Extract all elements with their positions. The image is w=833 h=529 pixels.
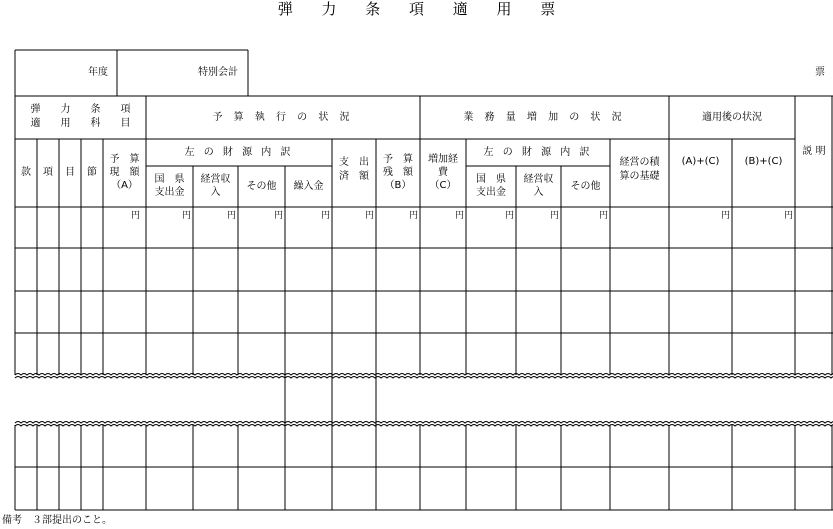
after-application-header: 適用後の状況 (702, 112, 762, 123)
col-business-income-2: 入 (210, 187, 221, 198)
col-budget-remaining-2: 残 額 (383, 167, 413, 178)
col-national-pref2-2: 支出金 (476, 187, 506, 198)
col-setsu: 節 (87, 167, 97, 178)
budget-execution-header: 予 算 執 行 の 状 況 (212, 112, 354, 123)
col-funding-breakdown-2: 左 の 財 源 内 訳 (483, 147, 593, 158)
col-carryover: 繰入金 (293, 181, 324, 192)
unit-yen: 円 (274, 211, 284, 221)
col-b-plus-c: (B)+(C) (744, 156, 783, 167)
footnote: 備考 ３部提出のこと。 (2, 515, 112, 526)
account-label: 特別会計 (198, 67, 238, 78)
col-increased-cost-1: 増加経 (428, 154, 458, 165)
col-national-pref-1: 国 県 (154, 174, 185, 185)
col-national-pref-2: 支出金 (154, 187, 185, 198)
unit-yen: 円 (131, 211, 141, 221)
unit-yen: 円 (599, 211, 609, 221)
col-other: その他 (246, 181, 277, 192)
col-funding-breakdown: 左 の 財 源 内 訳 (184, 147, 294, 158)
clause-subject-line1: 弾 力 条 項 (30, 104, 131, 115)
dept-label: 票 (815, 67, 825, 78)
col-increased-cost-3: （C） (429, 180, 457, 191)
col-other-2: その他 (570, 181, 601, 192)
col-business-income-1: 経営収 (200, 174, 231, 185)
col-expenditure-2: 済 額 (339, 171, 369, 182)
form-title: 弾 力 条 項 適 用 票 (277, 0, 568, 18)
unit-yen: 円 (455, 211, 465, 221)
col-kan: 款 (21, 167, 31, 178)
col-increased-cost-2: 費 (438, 167, 448, 178)
col-estimate-basis-1: 経営の積 (619, 157, 660, 168)
col-ko: 項 (43, 167, 53, 178)
unit-yen: 円 (784, 211, 794, 221)
col-expenditure-1: 支 出 (339, 157, 369, 168)
col-national-pref2-1: 国 県 (476, 174, 506, 185)
break-lines (15, 374, 833, 427)
col-moku: 目 (65, 167, 75, 178)
col-budget-current-1: 予 算 (109, 154, 140, 165)
col-budget-current-3: （A） (111, 180, 138, 191)
col-budget-current-2: 現 額 (109, 167, 140, 178)
unit-yen: 円 (227, 211, 237, 221)
unit-yen: 円 (409, 211, 419, 221)
col-budget-remaining-1: 予 算 (383, 154, 413, 165)
col-estimate-basis-2: 算の基礎 (619, 171, 660, 182)
col-a-plus-c: (A)+(C) (681, 156, 720, 167)
workload-increase-header: 業 務 量 増 加 の 状 況 (463, 112, 626, 123)
unit-yen: 円 (365, 211, 375, 221)
year-label: 年度 (88, 67, 108, 78)
col-business-income2-2: 入 (533, 187, 544, 198)
unit-yen: 円 (505, 211, 515, 221)
unit-yen: 円 (721, 211, 731, 221)
unit-yen: 円 (182, 211, 192, 221)
col-budget-remaining-3: （B） (384, 180, 412, 191)
explanation-header: 説 明 (802, 146, 826, 157)
unit-yen: 円 (321, 211, 331, 221)
clause-subject-line2: 適 用 科 目 (30, 118, 131, 129)
unit-yen: 円 (550, 211, 560, 221)
col-business-income2-1: 経営収 (523, 174, 554, 185)
